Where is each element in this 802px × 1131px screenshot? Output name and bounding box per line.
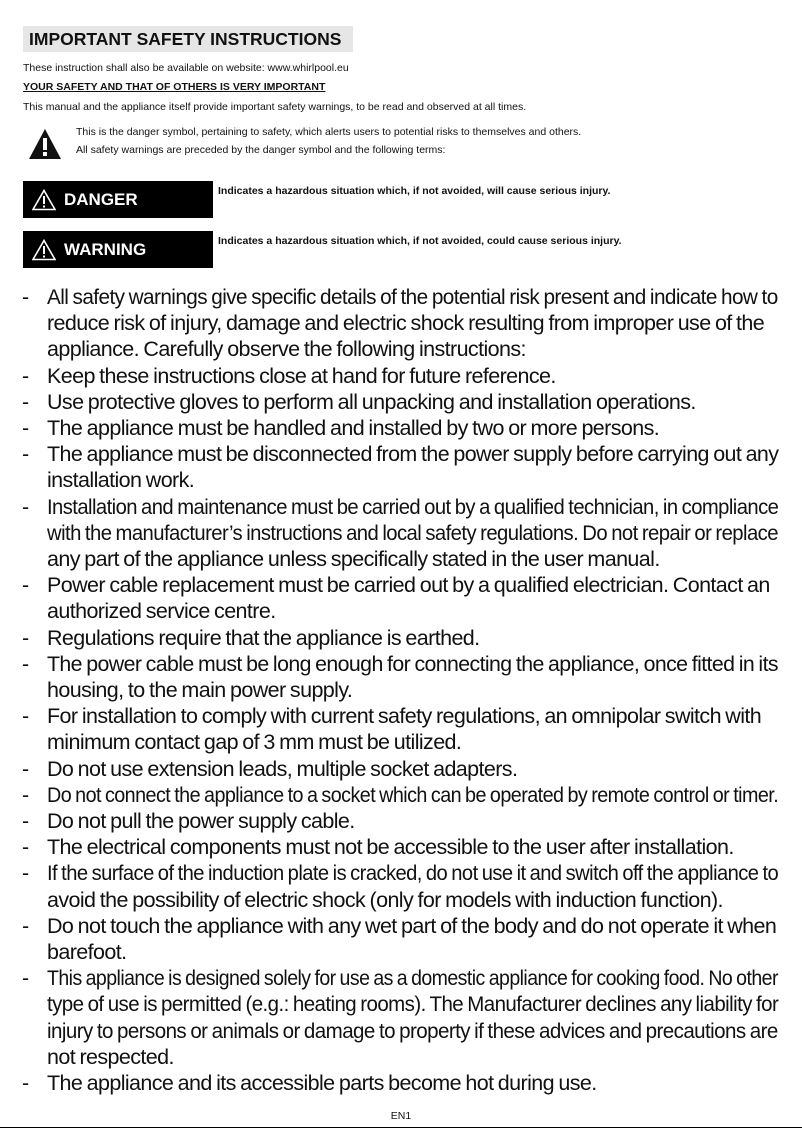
instruction-text: Keep these instructions close at hand for future reference. — [47, 363, 556, 388]
instruction-text: If the surface of the induction plate is cracked, do not use it and switch off the appliance to — [47, 861, 779, 886]
instruction-list — [22, 284, 782, 1096]
manual-note: This manual and the appliance itself provide important safety warnings, to be read and observed at all times. — [23, 101, 527, 113]
list-dash: - — [22, 782, 29, 807]
instruction-item — [22, 284, 782, 363]
warning-description: Indicates a hazardous situation which, if not avoided, could cause serious injury. — [218, 235, 622, 247]
instruction-text-continued: authorized service centre. — [47, 599, 276, 624]
list-dash: - — [22, 756, 29, 781]
footer-divider — [0, 1127, 802, 1128]
list-dash: - — [22, 861, 29, 886]
danger-symbol-line-1: This is the danger symbol, pertaining to safety, which alerts users to potential risks to themselves and others. — [76, 126, 582, 138]
instruction-text-continued: any part of the appliance unless specifically stated in the user manual. — [47, 547, 660, 572]
instruction-item — [22, 965, 782, 1070]
instruction-item — [22, 494, 782, 573]
instruction-item — [22, 389, 782, 415]
instruction-item — [22, 441, 782, 493]
list-dash: - — [22, 573, 29, 598]
instruction-item — [22, 756, 782, 782]
warning-triangle-icon — [28, 128, 62, 160]
instruction-text-continued: with the manufacturer’s instructions and local safety regulations. Do not repair or replace — [47, 520, 778, 545]
page-title: IMPORTANT SAFETY INSTRUCTIONS — [23, 26, 353, 52]
list-dash: - — [22, 389, 29, 414]
list-dash: - — [22, 1071, 29, 1096]
instruction-text: The electrical components must not be accessible to the user after installation. — [47, 835, 734, 860]
instruction-text-continued: barefoot. — [47, 940, 127, 965]
instruction-text-continued: type of use is permitted (e.g.: heating rooms). The Manufacturer declines any liability for — [47, 992, 779, 1017]
danger-label: DANGER — [64, 189, 138, 209]
instruction-text: The appliance must be disconnected from the power supply before carrying out any — [47, 442, 779, 467]
instruction-text: Use protective gloves to perform all unpacking and installation operations. — [47, 389, 696, 414]
instruction-item — [22, 834, 782, 860]
instruction-item — [22, 625, 782, 651]
instruction-item — [22, 782, 782, 808]
safety-heading: YOUR SAFETY AND THAT OF OTHERS IS VERY IMPORTANT — [23, 81, 326, 93]
website-note: These instruction shall also be available on website: www.whirlpool.eu — [23, 62, 349, 74]
instruction-text: Do not touch the appliance with any wet part of the body and do not operate it when — [47, 913, 777, 938]
instruction-text-continued: installation work. — [47, 468, 195, 493]
instruction-text-continued: avoid the possibility of electric shock (only for models with induction function). — [47, 887, 723, 912]
warning-badge — [23, 231, 213, 268]
instruction-item — [22, 572, 782, 624]
list-dash: - — [22, 494, 29, 519]
list-dash: - — [22, 442, 29, 467]
instruction-item — [22, 1070, 782, 1096]
instruction-text-continued: housing, to the main power supply. — [47, 678, 353, 703]
instruction-text-continued: reduce risk of injury, damage and electric shock resulting from improper use of the — [47, 311, 765, 336]
instruction-text: The appliance must be handled and installed by two or more persons. — [47, 416, 660, 441]
instruction-text: Do not use extension leads, multiple socket adapters. — [47, 756, 518, 781]
list-dash: - — [22, 285, 29, 309]
instruction-text: All safety warnings give specific details of the potential risk present and indicate how to — [47, 285, 778, 309]
warning-outline-icon — [32, 239, 56, 261]
instruction-text: The power cable must be long enough for connecting the appliance, once fitted in its — [47, 651, 778, 676]
instruction-text: This appliance is designed solely for use as a domestic appliance for cooking food. No other — [47, 966, 778, 991]
warning-outline-icon — [32, 189, 56, 211]
list-dash: - — [22, 363, 29, 388]
instruction-text: Power cable replacement must be carried out by a qualified electrician. Contact an — [47, 573, 770, 598]
instruction-text: The appliance and its accessible parts become hot during use. — [47, 1071, 597, 1096]
instruction-text: For installation to comply with current safety regulations, an omnipolar switch with — [47, 704, 762, 729]
list-dash: - — [22, 704, 29, 729]
danger-symbol-line-2: All safety warnings are preceded by the danger symbol and the following terms: — [76, 144, 446, 156]
instruction-text: Regulations require that the appliance is earthed. — [47, 625, 480, 650]
list-dash: - — [22, 966, 29, 991]
danger-badge — [23, 181, 213, 218]
instruction-text-continued: minimum contact gap of 3 mm must be utilized. — [47, 730, 462, 755]
instruction-item — [22, 363, 782, 389]
instruction-item — [22, 415, 782, 441]
instruction-item — [22, 808, 782, 834]
instruction-text: Do not pull the power supply cable. — [47, 809, 355, 834]
warning-label: WARNING — [64, 239, 147, 259]
instruction-text-continued: injury to persons or animals or damage to property if these advices and precautions are — [47, 1018, 778, 1043]
page-number: EN1 — [390, 1110, 412, 1122]
list-dash: - — [22, 651, 29, 676]
instruction-item — [22, 703, 782, 755]
instruction-item — [22, 651, 782, 703]
instruction-item — [22, 913, 782, 965]
instruction-text-continued: appliance. Carefully observe the following instructions: — [47, 337, 526, 362]
danger-description: Indicates a hazardous situation which, if not avoided, will cause serious injury. — [218, 185, 611, 197]
instruction-text: Do not connect the appliance to a socket which can be operated by remote control or timer. — [47, 782, 779, 807]
instruction-text-continued: not respected. — [47, 1044, 174, 1069]
list-dash: - — [22, 913, 29, 938]
list-dash: - — [22, 809, 29, 834]
instruction-text: Installation and maintenance must be carried out by a qualified technician, in compliance — [47, 494, 779, 519]
list-dash: - — [22, 625, 29, 650]
list-dash: - — [22, 835, 29, 860]
list-dash: - — [22, 416, 29, 441]
instruction-item — [22, 860, 782, 912]
